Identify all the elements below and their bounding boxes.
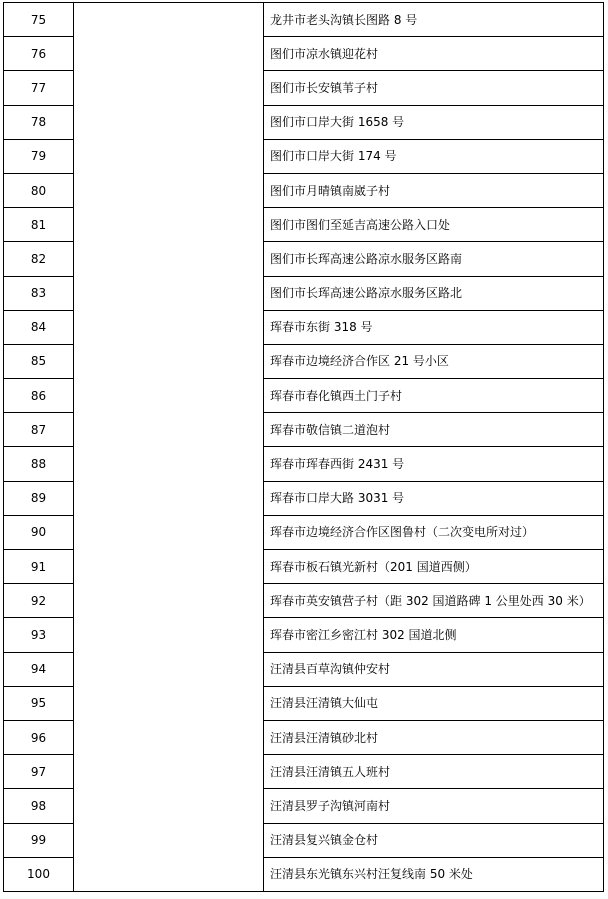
- row-number: 78: [4, 105, 74, 139]
- row-number: 96: [4, 720, 74, 754]
- row-address: 图们市长安镇苇子村: [264, 71, 604, 105]
- row-number: 92: [4, 584, 74, 618]
- row-number: 76: [4, 37, 74, 71]
- row-address: 珲春市边境经济合作区图鲁村（二次变电所对过）: [264, 515, 604, 549]
- row-address: 图们市图们至延吉高速公路入口处: [264, 208, 604, 242]
- row-number: 97: [4, 755, 74, 789]
- row-number: 98: [4, 789, 74, 823]
- row-address: 汪清县东光镇东兴村汪复线南 50 米处: [264, 857, 604, 891]
- row-number: 90: [4, 515, 74, 549]
- row-address: 图们市口岸大街 174 号: [264, 139, 604, 173]
- row-number: 85: [4, 344, 74, 378]
- row-address: 龙井市老头沟镇长图路 8 号: [264, 3, 604, 37]
- row-address: 图们市月晴镇南崴子村: [264, 173, 604, 207]
- row-number: 75: [4, 3, 74, 37]
- row-address: 汪清县汪清镇大仙屯: [264, 686, 604, 720]
- row-address: 珲春市春化镇西土门子村: [264, 379, 604, 413]
- row-address: 汪清县复兴镇金仓村: [264, 823, 604, 857]
- row-address: 图们市凉水镇迎花村: [264, 37, 604, 71]
- row-number: 99: [4, 823, 74, 857]
- row-number: 100: [4, 857, 74, 891]
- row-number: 89: [4, 481, 74, 515]
- row-number: 81: [4, 208, 74, 242]
- row-number: 83: [4, 276, 74, 310]
- row-address: 汪清县百草沟镇仲安村: [264, 652, 604, 686]
- row-number: 84: [4, 310, 74, 344]
- row-address: 珲春市英安镇营子村（距 302 国道路碑 1 公里处西 30 米）: [264, 584, 604, 618]
- table-row: [4, 3, 604, 37]
- row-address: 珲春市珲春西街 2431 号: [264, 447, 604, 481]
- row-address: 汪清县汪清镇五人班村: [264, 755, 604, 789]
- row-number: 91: [4, 550, 74, 584]
- merged-blank-cell: [74, 3, 264, 892]
- row-address: 珲春市板石镇光新村（201 国道西侧）: [264, 550, 604, 584]
- row-number: 80: [4, 173, 74, 207]
- row-number: 82: [4, 242, 74, 276]
- row-address: 汪清县罗子沟镇河南村: [264, 789, 604, 823]
- row-address: 珲春市敬信镇二道泡村: [264, 413, 604, 447]
- row-address: 珲春市边境经济合作区 21 号小区: [264, 344, 604, 378]
- address-table: [3, 2, 604, 892]
- row-number: 77: [4, 71, 74, 105]
- row-address: 珲春市口岸大路 3031 号: [264, 481, 604, 515]
- row-number: 87: [4, 413, 74, 447]
- row-address: 图们市长珲高速公路凉水服务区路南: [264, 242, 604, 276]
- row-address: 图们市口岸大街 1658 号: [264, 105, 604, 139]
- row-number: 79: [4, 139, 74, 173]
- row-address: 珲春市东街 318 号: [264, 310, 604, 344]
- row-number: 88: [4, 447, 74, 481]
- table-body: [4, 3, 604, 892]
- row-address: 图们市长珲高速公路凉水服务区路北: [264, 276, 604, 310]
- row-number: 86: [4, 379, 74, 413]
- row-number: 93: [4, 618, 74, 652]
- row-number: 95: [4, 686, 74, 720]
- row-address: 汪清县汪清镇砂北村: [264, 720, 604, 754]
- row-number: 94: [4, 652, 74, 686]
- row-address: 珲春市密江乡密江村 302 国道北侧: [264, 618, 604, 652]
